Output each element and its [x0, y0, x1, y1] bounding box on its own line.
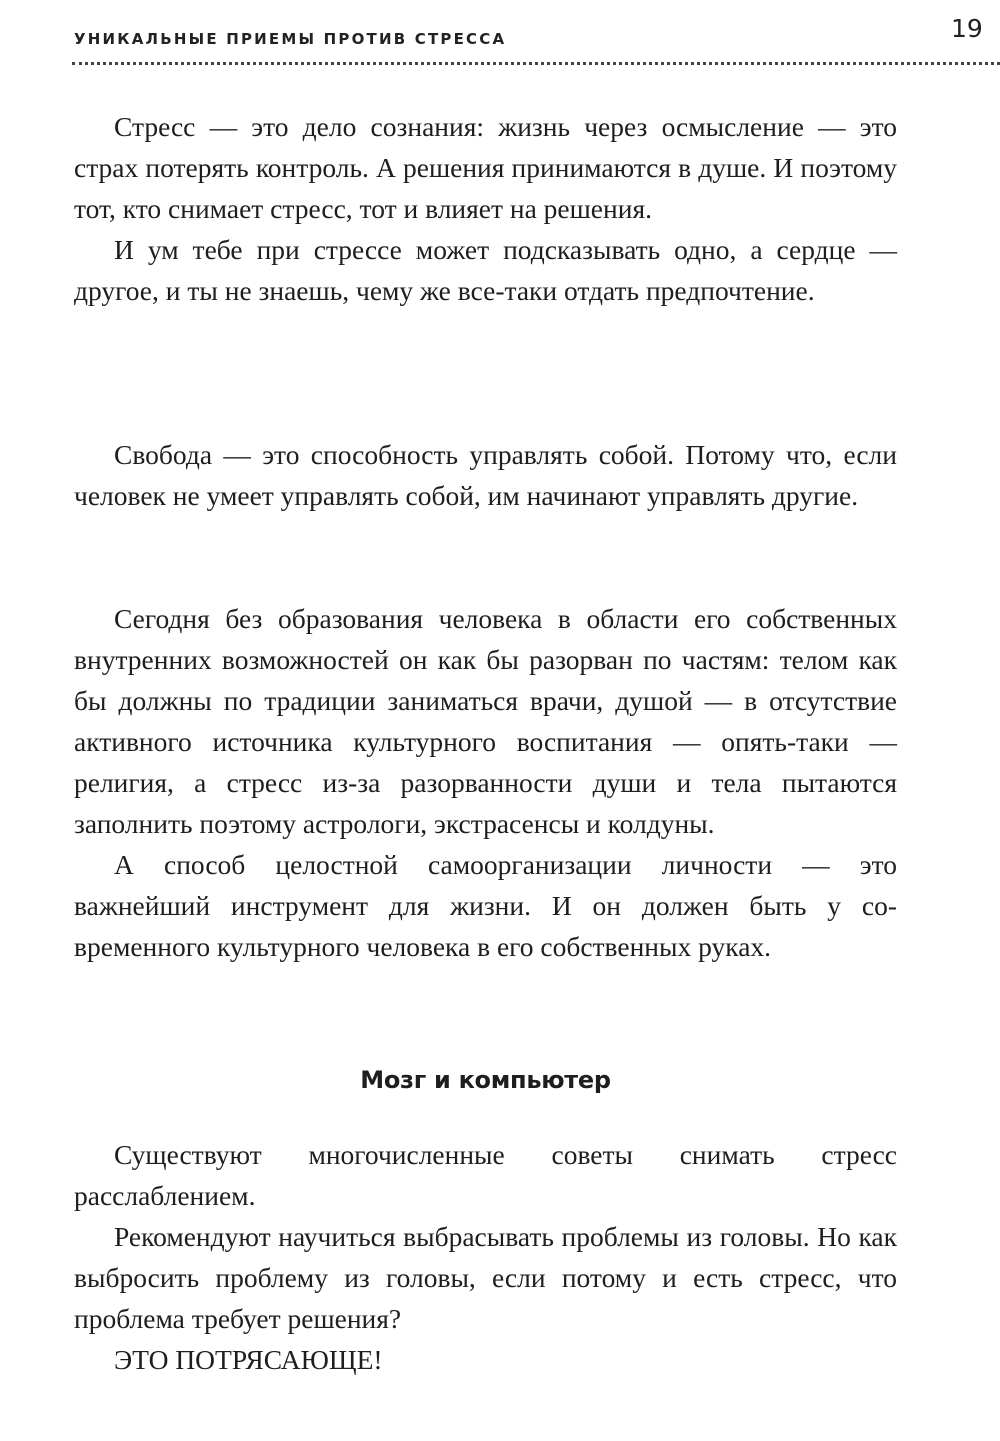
text-block-freedom — [74, 434, 897, 516]
paragraph: И ум тебе при стрессе может подсказывать одно, а сердце — другое, и ты не знаешь, чему же все-таки отдать предпочтение. — [74, 234, 897, 306]
text-block-brain — [74, 1134, 897, 1380]
page-number: 19 — [951, 14, 983, 43]
paragraph: Существуют многочисленные советы снимать стресс расслаблением. — [74, 1139, 897, 1211]
paragraph-exclamation: ЭТО ПОТРЯСАЮЩЕ! — [114, 1344, 383, 1375]
paragraph: Сегодня без образования человека в области его собственных внутренних возможностей он как бы разорван по частям: телом как бы должны по традиции заниматься врачи, душой — в отсутствие активного источника культурного воспитания — опять-таки — религия, а стресс из-за разорванности души и тела пытаются заполнить поэтому астрологи, экстрасенсы и колдуны. — [74, 603, 897, 839]
text-block-stress — [74, 106, 897, 311]
paragraph: Стресс — это дело сознания: жизнь через осмысление — это страх потерять контроль. А решения принимаются в душе. И поэтому тот, кто снимает стресс, тот и влияет на решения. — [74, 111, 897, 224]
paragraph: Рекомендуют научиться выбрасывать проблемы из головы. Но как выбросить проблему из головы, если потому и есть стресс, что проблема требует решения? — [74, 1221, 897, 1334]
text-block-education — [74, 598, 897, 967]
paragraph: Свобода — это способность управлять собой. Потому что, если человек не умеет управлять собой, им начинают управлять другие. — [74, 439, 897, 511]
paragraph: А способ целостной самоорганизации личности — это важнейший инструмент для жизни. И он должен быть у современного культурного человека в его собственных руках. — [74, 849, 897, 962]
running-head: УНИКАЛЬНЫЕ ПРИЕМЫ ПРОТИВ СТРЕССА — [74, 30, 507, 48]
header-divider — [72, 62, 1000, 65]
section-heading: Мозг и компьютер — [360, 1066, 611, 1094]
